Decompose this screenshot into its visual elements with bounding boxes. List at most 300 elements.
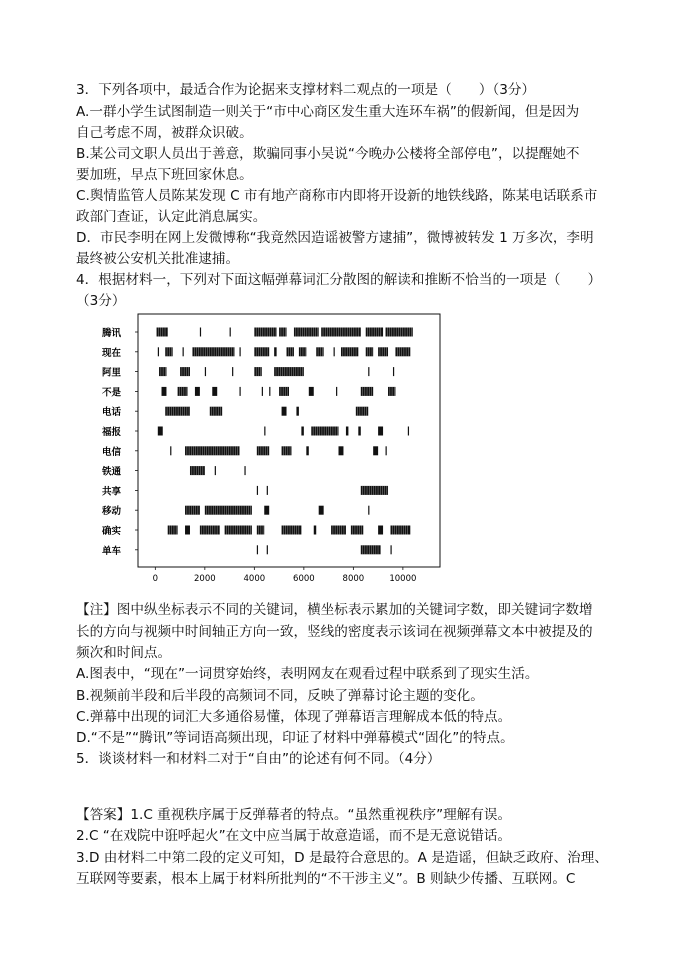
occurrence-mark — [296, 407, 298, 416]
mark-texture — [341, 526, 342, 535]
mark-texture — [225, 347, 226, 356]
mark-texture — [246, 506, 247, 515]
mark-texture — [220, 506, 221, 515]
mark-texture — [224, 446, 225, 455]
occurrence-mark — [339, 446, 344, 455]
dispersion-row — [257, 545, 392, 554]
mark-texture — [343, 328, 344, 337]
y-tick-label: 共享 — [102, 486, 122, 498]
mark-texture — [347, 328, 348, 337]
mark-texture — [285, 526, 286, 535]
dispersion-row — [162, 387, 396, 396]
mark-texture — [233, 506, 234, 515]
mark-texture — [210, 526, 211, 535]
mark-texture — [274, 328, 275, 337]
mark-texture — [370, 347, 371, 356]
mark-texture — [352, 526, 353, 535]
mark-texture — [174, 526, 175, 535]
mark-texture — [405, 526, 406, 535]
mark-texture — [186, 367, 187, 376]
mark-texture — [228, 506, 229, 515]
mark-texture — [267, 347, 268, 356]
mark-texture — [283, 446, 284, 455]
mark-texture — [280, 367, 281, 376]
occurrence-mark — [336, 387, 337, 396]
mark-texture — [296, 367, 297, 376]
mark-texture — [263, 347, 264, 356]
mark-texture — [351, 328, 352, 337]
y-tick-label: 不是 — [102, 387, 122, 399]
mark-texture — [405, 328, 406, 337]
mark-texture — [344, 526, 345, 535]
mark-texture — [187, 506, 188, 515]
mark-texture — [163, 328, 164, 337]
occurrence-mark — [254, 328, 276, 337]
mark-texture — [302, 367, 303, 376]
mark-texture — [337, 427, 338, 436]
mark-texture — [184, 387, 185, 396]
mark-texture — [231, 347, 232, 356]
mark-texture — [193, 446, 194, 455]
mark-texture — [258, 328, 259, 337]
mark-texture — [358, 328, 359, 337]
mark-texture — [189, 407, 190, 416]
mark-texture — [285, 328, 286, 337]
occurrence-mark — [264, 427, 265, 436]
mark-texture — [288, 347, 289, 356]
mark-texture — [213, 506, 214, 515]
dispersion-row — [170, 446, 387, 455]
mark-texture — [332, 328, 333, 337]
mark-texture — [288, 446, 289, 455]
answer-2: 2.C “在戏院中诳呼起火”在文中应当属于故意造谣，而不是无意说错话。 — [76, 828, 512, 844]
occurrence-mark — [264, 506, 269, 515]
mark-texture — [226, 506, 227, 515]
mark-texture — [399, 526, 400, 535]
mark-texture — [372, 347, 373, 356]
mark-texture — [355, 526, 356, 535]
mark-texture — [394, 526, 395, 535]
mark-texture — [376, 545, 377, 554]
occurrence-mark — [282, 407, 287, 416]
mark-texture — [376, 328, 377, 337]
mark-texture — [248, 526, 249, 535]
mark-texture — [207, 347, 208, 356]
mark-texture — [401, 526, 402, 535]
mark-texture — [364, 407, 365, 416]
mark-texture — [169, 407, 170, 416]
mark-texture — [351, 347, 352, 356]
occurrence-mark — [294, 328, 319, 337]
q4-option-a: A.图表中，“现在”一词贯穿始终，表明网友在观看过程中联系到了现实生活。 — [76, 666, 539, 682]
occurrence-mark — [239, 387, 240, 396]
mark-texture — [392, 328, 393, 337]
occurrence-mark — [170, 446, 171, 455]
mark-texture — [191, 446, 192, 455]
mark-texture — [206, 446, 207, 455]
mark-texture — [208, 526, 209, 535]
occurrence-mark — [358, 427, 360, 436]
mark-texture — [361, 526, 362, 535]
dispersion-row — [158, 347, 410, 356]
mark-texture — [345, 347, 346, 356]
occurrence-mark — [368, 367, 369, 376]
mark-texture — [231, 506, 232, 515]
mark-texture — [222, 506, 223, 515]
mark-texture — [198, 506, 199, 515]
mark-texture — [189, 506, 190, 515]
occurrence-mark — [200, 328, 201, 337]
mark-texture — [265, 446, 266, 455]
mark-texture — [171, 407, 172, 416]
mark-texture — [215, 526, 216, 535]
occurrence-mark — [267, 486, 268, 495]
mark-texture — [186, 387, 187, 396]
mark-texture — [165, 367, 166, 376]
mark-texture — [367, 387, 368, 396]
mark-texture — [216, 407, 217, 416]
mark-texture — [390, 387, 391, 396]
dispersion-chart — [96, 312, 456, 587]
mark-texture — [258, 367, 259, 376]
mark-texture — [315, 427, 316, 436]
q3-stem: 3．下列各项中，最适合作为论据来支撑材料二观点的一项是（ ）（3分） — [76, 82, 536, 98]
mark-texture — [182, 407, 183, 416]
mark-texture — [403, 328, 404, 337]
y-tick-label: 移动 — [102, 506, 122, 518]
mark-texture — [288, 526, 289, 535]
mark-texture — [226, 526, 227, 535]
y-tick-label: 腾讯 — [102, 328, 122, 339]
mark-texture — [261, 526, 262, 535]
mark-texture — [224, 506, 225, 515]
mark-texture — [200, 466, 201, 475]
mark-texture — [324, 427, 325, 436]
mark-texture — [372, 328, 373, 337]
mark-texture — [337, 526, 338, 535]
mark-texture — [322, 427, 323, 436]
mark-texture — [357, 526, 358, 535]
mark-texture — [290, 446, 291, 455]
mark-texture — [200, 446, 201, 455]
dispersion-row — [190, 466, 246, 475]
mark-texture — [181, 387, 182, 396]
q3-option-c-1: C.舆情监管人员陈某发现 C 市有地产商称市内即将开设新的地铁线路，陈某电话联系市 — [76, 188, 598, 204]
mark-texture — [285, 367, 286, 376]
mark-texture — [237, 506, 238, 515]
mark-texture — [407, 328, 408, 337]
mark-texture — [158, 328, 159, 337]
mark-texture — [411, 328, 412, 337]
answer-3-line-1: 3.D 由材料二中第二段的定义可知，D 是最符合意思的。A 是造谣，但缺乏政府、治理、 — [76, 850, 608, 866]
mark-texture — [203, 347, 204, 356]
mark-texture — [167, 347, 168, 356]
mark-texture — [216, 347, 217, 356]
y-tick-label: 福报 — [102, 427, 122, 438]
mark-texture — [218, 347, 219, 356]
mark-texture — [172, 526, 173, 535]
dispersion-row — [158, 427, 409, 436]
mark-texture — [362, 407, 363, 416]
mark-texture — [367, 545, 368, 554]
dispersion-row — [185, 506, 369, 515]
mark-texture — [196, 347, 197, 356]
y-tick-label: 阿里 — [102, 367, 122, 379]
mark-texture — [322, 347, 323, 356]
mark-texture — [231, 446, 232, 455]
mark-texture — [250, 506, 251, 515]
occurrence-mark — [321, 328, 361, 337]
occurrence-mark — [162, 387, 167, 396]
mark-texture — [398, 328, 399, 337]
mark-texture — [290, 347, 291, 356]
y-tick-label: 电信 — [102, 446, 122, 458]
mark-texture — [195, 446, 196, 455]
mark-texture — [293, 347, 294, 356]
mark-texture — [193, 506, 194, 515]
mark-texture — [203, 466, 204, 475]
mark-texture — [334, 328, 335, 337]
mark-texture — [327, 328, 328, 337]
mark-texture — [318, 328, 319, 337]
mark-texture — [222, 446, 223, 455]
q5-stem: 5．谈谈材料一和材料二对于“自由”的论述有何不同。（4分） — [76, 751, 441, 767]
y-tick-label: 现在 — [102, 347, 122, 359]
mark-texture — [303, 347, 304, 356]
mark-texture — [333, 526, 334, 535]
occurrence-mark — [212, 387, 217, 396]
occurrence-mark — [200, 526, 220, 535]
mark-texture — [396, 526, 397, 535]
dispersion-plot-svg — [96, 312, 456, 587]
mark-texture — [171, 347, 172, 356]
mark-texture — [301, 347, 302, 356]
q3-option-b-1: B.某公司文职人员出于善意，欺骗同事小吴说“今晚办公楼将全部停电”，以提醒她不 — [76, 146, 580, 162]
x-tick-label: 0 — [152, 574, 159, 584]
mark-texture — [378, 545, 379, 554]
occurrence-mark — [244, 466, 245, 475]
mark-texture — [260, 367, 261, 376]
occurrence-mark — [390, 526, 410, 535]
occurrence-mark — [274, 347, 276, 356]
mark-texture — [382, 486, 383, 495]
mark-texture — [194, 347, 195, 356]
mark-texture — [326, 427, 327, 436]
mark-texture — [201, 526, 202, 535]
occurrence-mark — [378, 526, 383, 535]
mark-texture — [223, 347, 224, 356]
dispersion-row — [168, 526, 411, 535]
mark-texture — [256, 367, 257, 376]
mark-texture — [239, 526, 240, 535]
mark-texture — [184, 407, 185, 416]
mark-texture — [369, 387, 370, 396]
mark-texture — [392, 387, 393, 396]
mark-texture — [194, 466, 195, 475]
q4-option-b: B.视频前半段和后半段的高频词不同，反映了弹幕讨论主题的变化。 — [76, 688, 484, 704]
mark-texture — [234, 347, 235, 356]
mark-texture — [211, 446, 212, 455]
mark-texture — [382, 347, 383, 356]
occurrence-mark — [334, 347, 335, 356]
mark-texture — [360, 407, 361, 416]
occurrence-mark — [408, 427, 409, 436]
mark-texture — [269, 328, 270, 337]
mark-texture — [356, 328, 357, 337]
mark-texture — [298, 367, 299, 376]
mark-texture — [235, 526, 236, 535]
occurrence-mark — [257, 545, 258, 554]
mark-texture — [406, 347, 407, 356]
occurrence-mark — [378, 427, 383, 436]
mark-texture — [226, 446, 227, 455]
mark-texture — [394, 328, 395, 337]
mark-texture — [263, 446, 264, 455]
occurrence-mark — [361, 545, 381, 554]
y-tick-label: 铁通 — [102, 466, 122, 478]
mark-texture — [161, 367, 162, 376]
mark-texture — [191, 506, 192, 515]
mark-texture — [335, 526, 336, 535]
mark-texture — [205, 347, 206, 356]
mark-texture — [237, 526, 238, 535]
mark-texture — [244, 526, 245, 535]
q4-stem: 4．根据材料一，下列对下面这幅弹幕词汇分散图的解读和推断不恰当的一项是（ ） — [76, 272, 602, 288]
occurrence-mark — [386, 446, 387, 455]
mark-texture — [369, 486, 370, 495]
mark-texture — [370, 328, 371, 337]
mark-texture — [163, 367, 164, 376]
mark-texture — [354, 347, 355, 356]
mark-texture — [408, 347, 409, 356]
x-tick-label: 10000 — [389, 574, 417, 584]
mark-texture — [198, 446, 199, 455]
mark-texture — [349, 347, 350, 356]
mark-texture — [187, 446, 188, 455]
mark-texture — [354, 328, 355, 337]
mark-texture — [211, 506, 212, 515]
mark-texture — [263, 526, 264, 535]
mark-texture — [242, 506, 243, 515]
mark-texture — [214, 407, 215, 416]
mark-texture — [291, 367, 292, 376]
mark-texture — [187, 407, 188, 416]
mark-texture — [209, 506, 210, 515]
q4-option-d: D.“不是”“腾讯”等词语高频出现，印证了材料中弹幕模式“固化”的特点。 — [76, 730, 514, 746]
occurrence-mark — [183, 347, 184, 356]
occurrence-mark — [282, 526, 302, 535]
mark-texture — [212, 347, 213, 356]
mark-texture — [338, 328, 339, 337]
x-tick-label: 2000 — [194, 574, 216, 584]
occurrence-mark — [185, 446, 239, 455]
mark-texture — [235, 506, 236, 515]
mark-texture — [365, 545, 366, 554]
mark-texture — [235, 446, 236, 455]
mark-texture — [165, 328, 166, 337]
mark-texture — [290, 526, 291, 535]
mark-texture — [169, 347, 170, 356]
mark-texture — [215, 506, 216, 515]
mark-texture — [173, 407, 174, 416]
q3-option-a-2: 自己考虑不周，被群众识破。 — [76, 125, 253, 141]
occurrence-mark — [230, 328, 231, 337]
mark-texture — [204, 446, 205, 455]
mark-texture — [371, 545, 372, 554]
mark-texture — [289, 367, 290, 376]
mark-texture — [396, 328, 397, 337]
mark-texture — [263, 328, 264, 337]
mark-texture — [246, 526, 247, 535]
mark-texture — [384, 347, 385, 356]
mark-texture — [217, 506, 218, 515]
dispersion-row — [257, 486, 388, 495]
occurrence-mark — [205, 506, 252, 515]
chart-note-3: 频次和时间点。 — [76, 645, 172, 661]
q4-option-c: C.弹幕中出现的词汇大多通俗易懂，体现了弹幕语言理解成本低的特点。 — [76, 709, 512, 725]
occurrence-mark — [309, 387, 314, 396]
mark-texture — [362, 486, 363, 495]
mark-texture — [373, 545, 374, 554]
chart-note-2: 长的方向与视频中时间轴正方向一致，竖线的密度表示该词在视频弹幕文本中被提及的 — [76, 624, 593, 640]
mark-texture — [299, 526, 300, 535]
mark-texture — [206, 526, 207, 535]
mark-texture — [287, 387, 288, 396]
mark-texture — [271, 328, 272, 337]
mark-texture — [215, 446, 216, 455]
mark-texture — [345, 328, 346, 337]
mark-texture — [211, 407, 212, 416]
occurrence-mark — [306, 446, 308, 455]
mark-texture — [229, 347, 230, 356]
mark-texture — [356, 347, 357, 356]
mark-texture — [380, 347, 381, 356]
mark-texture — [242, 526, 243, 535]
mark-texture — [394, 387, 395, 396]
mark-texture — [339, 526, 340, 535]
mark-texture — [260, 328, 261, 337]
mark-texture — [381, 328, 382, 337]
mark-texture — [365, 486, 366, 495]
mark-texture — [292, 526, 293, 535]
mark-texture — [214, 347, 215, 356]
mark-texture — [228, 526, 229, 535]
mark-texture — [343, 347, 344, 356]
answer-1: 【答案】1.C 重视秩序属于反弹幕者的特点。“虽然重视秩序”理解有误。 — [76, 807, 512, 823]
occurrence-mark — [373, 446, 378, 455]
mark-texture — [319, 427, 320, 436]
occurrence-mark — [267, 545, 268, 554]
mark-texture — [389, 328, 390, 337]
mark-texture — [195, 506, 196, 515]
mark-texture — [296, 328, 297, 337]
mark-texture — [336, 328, 337, 337]
mark-texture — [276, 328, 277, 337]
mark-texture — [325, 328, 326, 337]
mark-texture — [397, 347, 398, 356]
mark-texture — [365, 387, 366, 396]
mark-texture — [258, 347, 259, 356]
mark-texture — [220, 446, 221, 455]
mark-texture — [258, 526, 259, 535]
mark-texture — [220, 407, 221, 416]
occurrence-mark — [195, 387, 200, 396]
mark-texture — [201, 347, 202, 356]
mark-texture — [227, 347, 228, 356]
mark-texture — [318, 347, 319, 356]
mark-texture — [367, 347, 368, 356]
occurrence-mark — [205, 367, 206, 376]
